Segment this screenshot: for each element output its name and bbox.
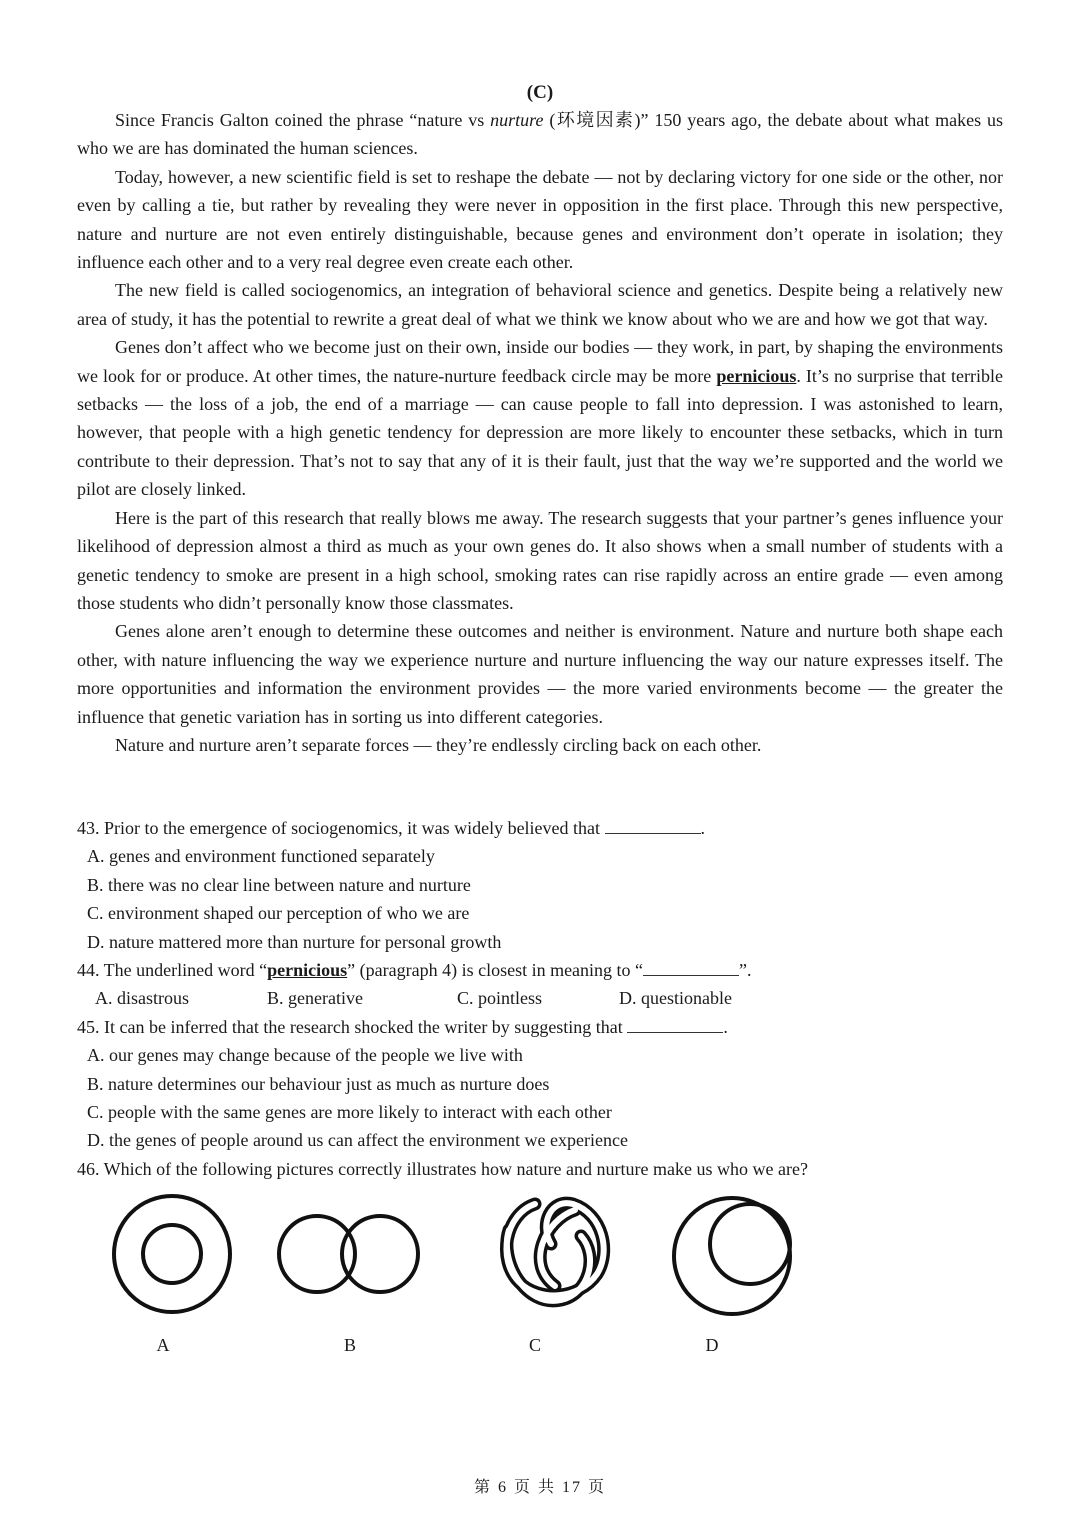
question-45-option-d[interactable]: D. the genes of people around us can affect the environment we experience — [87, 1130, 628, 1151]
question-44-text-a: 44. The underlined word “ — [77, 960, 268, 981]
paragraph-3: The new field is called sociogenomics, an integration of behavioral science and genetics. Despite being a relatively new area of study, it has the potential to rewrite a great deal of what we think we know about who we are and how we got that way. — [77, 280, 1003, 329]
section-label: (C) — [526, 82, 554, 103]
question-46-stem: 46. Which of the following pictures correctly illustrates how nature and nurture make us who we are? — [77, 1158, 808, 1179]
question-43-text: 43. Prior to the emergence of sociogenomics, it was widely believed that — [77, 818, 601, 838]
paragraph-1-text-a: Since Francis Galton coined the phrase “nature vs — [115, 110, 491, 130]
figure-label-c[interactable]: C — [528, 1335, 541, 1355]
paragraph-7: Nature and nurture aren’t separate forces — they’re endlessly circling back on each other. — [115, 734, 762, 755]
paragraph-6: Genes alone aren’t enough to determine these outcomes and neither is environment. Nature and nurture both shape each other, with nature influencing the way we experience nurture and nurture influencing the way our nature expresses itself. The more opportunities and information the environment provides — the more varied environments become — the greater the influence that genetic variation has in sorting us into different categories. — [77, 621, 1003, 727]
paragraph-1 — [77, 106, 1003, 163]
question-44-options — [77, 984, 1003, 1012]
question-44-option-c[interactable]: C. pointless — [457, 988, 543, 1009]
question-45-end: . — [723, 1016, 728, 1037]
question-45-stem — [77, 1013, 1003, 1041]
question-43-stem — [77, 814, 1003, 842]
question-44-keyword: pernicious — [267, 960, 348, 981]
figure-a-concentric-circles — [110, 1190, 250, 1330]
question-44-option-d[interactable]: D. questionable — [619, 988, 732, 1009]
questions-section — [77, 814, 1003, 1183]
question-43-option-d[interactable]: D. nature mattered more than nurture for personal growth — [87, 931, 502, 952]
question-45-option-a[interactable]: A. our genes may change because of the people we live with — [87, 1045, 523, 1066]
paragraph-5: Here is the part of this research that really blows me away. The research suggests that your partner’s genes influence your likelihood of depression almost a third as much as your own genes do. It also shows when a small number of students with a genetic tendency to smoke are present in a high school, smoking rates can rise rapidly across an entire grade — even among those students who didn’t personally know those classmates. — [77, 507, 1003, 613]
underlined-keyword: pernicious — [716, 365, 797, 386]
question-44-option-b[interactable]: B. generative — [267, 988, 363, 1009]
paragraph-4-text-a: Genes don’t affect who we become just on their own, inside our bodies — they work, in part, by shaping the environments we look for or produce. At other times, the nature-nurture feedback circle may be more — [77, 337, 1003, 386]
question-44-text-b: ” (paragraph 4) is closest in meaning to “ — [347, 960, 644, 981]
figure-label-d[interactable]: D — [705, 1335, 719, 1355]
question-45-option-c[interactable]: C. people with the same genes are more likely to interact with each other — [87, 1102, 612, 1123]
question-45-option-b[interactable]: B. nature determines our behaviour just as much as nurture does — [87, 1073, 550, 1094]
paragraph-2: Today, however, a new scientific field is set to reshape the debate — not by declaring victory for one side or the other, nor even by calling a tie, but rather by revealing they were never in opposition in the first place. Through this new perspective, nature and nurture are not even entirely distinguishable, because genes and environment don’t operate in isolation; they influence each other and to a very real degree even create each other. — [77, 166, 1003, 273]
paragraph-4-text-b: . It’s no surprise that terrible setbacks — the loss of a job, the end of a marriage — can cause people to fall into depression. I was astonished to learn, however, that people with a high genetic tendency for depression are more likely to encounter these setbacks, which in turn contribute to their depression. That’s not to say that any of it is their fault, just that the way we’re supported and the world we pilot are closely linked. — [77, 365, 1004, 500]
answer-blank — [627, 1014, 723, 1033]
page-footer: 第 6 页 共 17 页 — [473, 1479, 606, 1496]
answer-blank — [643, 957, 739, 976]
question-44-stem — [77, 956, 1003, 984]
paragraph-1-text-b: (环境因素)” 150 years ago, the debate about what makes us who we are has dominated the human sciences. — [77, 110, 1003, 159]
figure-label-a[interactable]: A — [156, 1335, 170, 1355]
question-44-option-a[interactable]: A. disastrous — [95, 988, 189, 1009]
paragraph-4 — [77, 333, 1003, 503]
reading-passage — [77, 106, 1003, 759]
question-43-option-c[interactable]: C. environment shaped our perception of who we are — [87, 903, 470, 924]
question-43-option-a[interactable]: A. genes and environment functioned separately — [87, 846, 435, 867]
paragraph-1-italic-word: nurture — [490, 110, 544, 130]
question-45-text: 45. It can be inferred that the research shocked the writer by suggesting that — [77, 1016, 623, 1037]
question-43-option-b[interactable]: B. there was no clear line between nature and nurture — [87, 874, 471, 895]
question-43-end: . — [700, 818, 706, 838]
figure-c-trefoil-knot — [485, 1190, 625, 1330]
answer-blank — [605, 815, 701, 834]
figure-b-overlapping-circles — [275, 1190, 435, 1330]
figure-label-b[interactable]: B — [343, 1335, 356, 1355]
question-44-end: ”. — [739, 960, 752, 981]
figure-d-tangent-circles — [670, 1190, 810, 1330]
